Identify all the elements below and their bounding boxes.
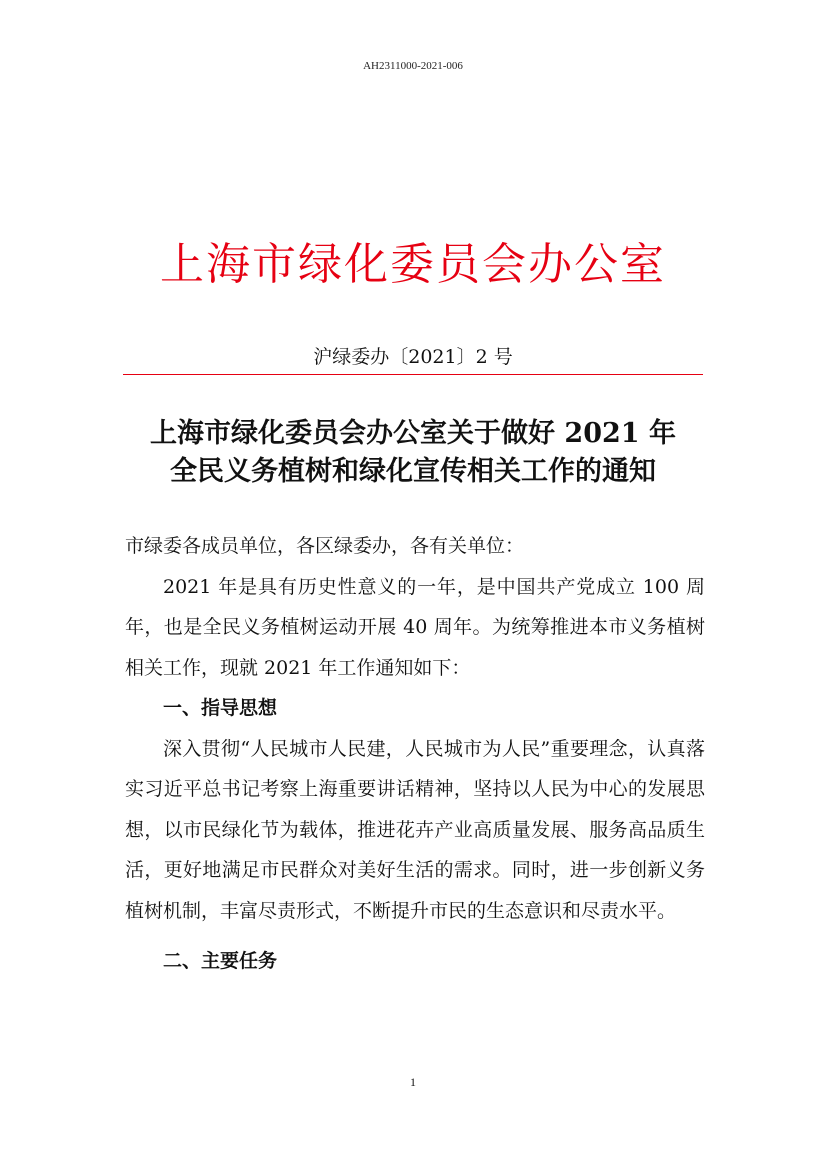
issuing-organization-title: 上海市绿化委员会办公室 xyxy=(160,239,666,290)
page-number: 1 xyxy=(410,1075,416,1089)
notice-title-line-2: 全民义务植树和绿化宣传相关工作的通知 xyxy=(170,456,656,487)
document-body xyxy=(125,526,705,982)
addressee: 市绿委各成员单位，各区绿委办，各有关单位： xyxy=(125,535,525,557)
intro-paragraph: 2021 年是具有历史性意义的一年，是中国共产党成立 100 周年，也是全民义务植树运动开展 40 周年。为统筹推进本市义务植树相关工作，现就 2021 年工作通知如下： xyxy=(125,575,705,679)
section-2-heading: 二、主要任务 xyxy=(163,950,278,972)
section-1-paragraph: 深入贯彻“人民城市人民建，人民城市为人民”重要理念，认真落实习近平总书记考察上海重要讲话精神，坚持以人民为中心的发展思想，以市民绿化节为载体，推进花卉产业高质量发展、服务高品质生活，更好地满足市民群众对美好生活的需求。同时，进一步创新义务植树机制，丰富尽责形式，不断提升市民的生态意识和尽责水平。 xyxy=(125,737,705,922)
red-divider-line xyxy=(123,374,703,375)
section-1-heading: 一、指导思想 xyxy=(163,697,278,719)
document-number: 沪绿委办〔2021〕2 号 xyxy=(313,346,513,368)
notice-title xyxy=(100,415,726,491)
document-code: AH2311000-2021-006 xyxy=(363,60,463,72)
notice-title-line-1: 上海市绿化委员会办公室关于做好 2021 年 xyxy=(150,418,676,449)
